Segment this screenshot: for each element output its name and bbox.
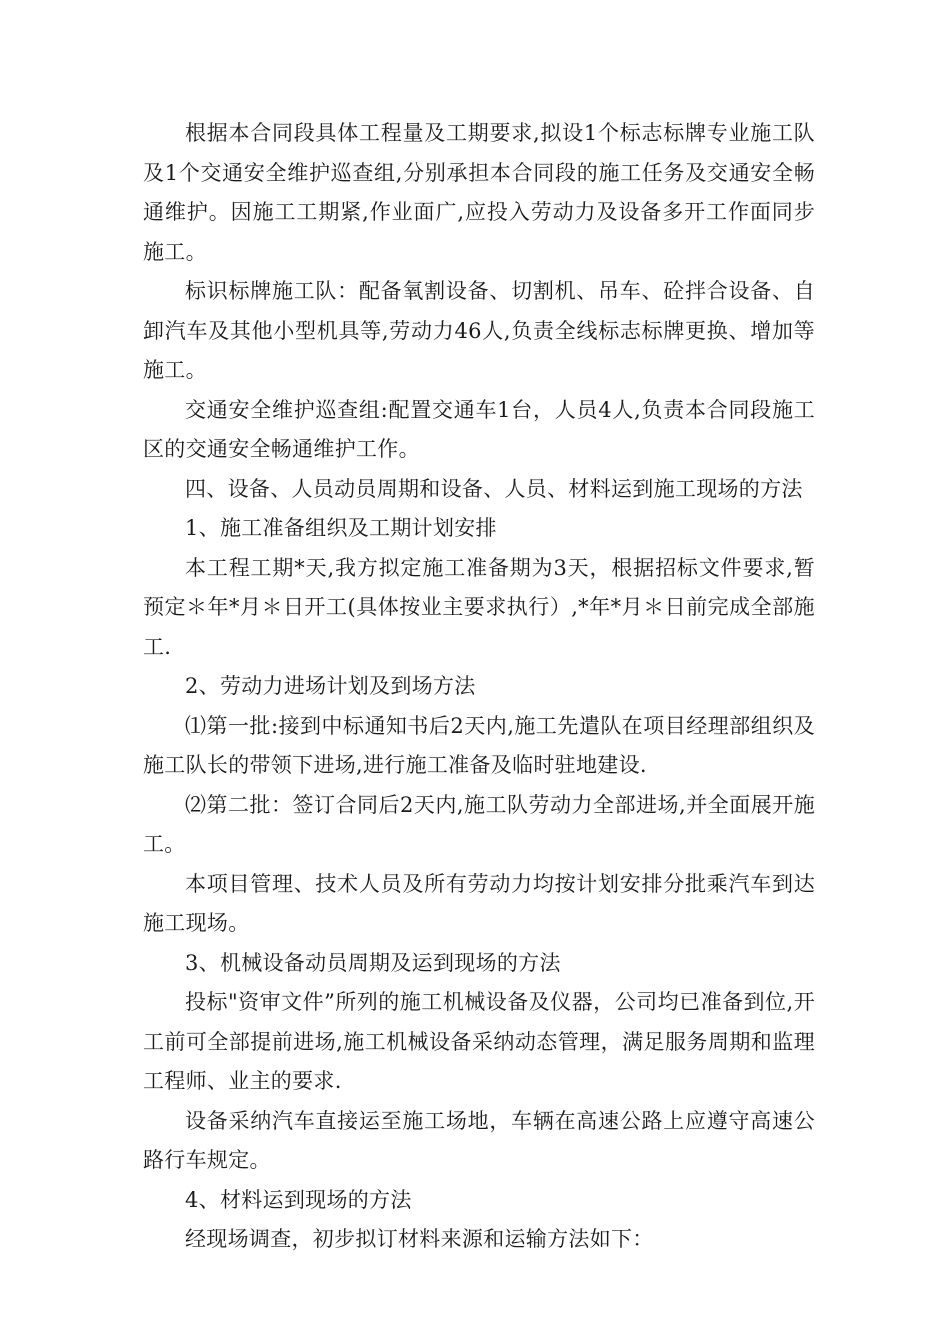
paragraph-equipment: 投标"资审文件”所列的施工机械设备及仪器，公司均已准备到位,开工前可全部提前进场,施工机械设备采纳动态管理，满足服务周期和监理工程师、业主的要求. [143, 990, 815, 1093]
paragraph-patrol-team: 交通安全维护巡查组:配置交通车1台，人员4人,负责本合同段施工区的交通安全畅通维护工作。 [143, 397, 815, 461]
paragraph-sign-team: 标识标牌施工队：配备氧割设备、切割机、吊车、砼拌合设备、自卸汽车及其他小型机具等,劳动力46人,负责全线标志标牌更换、增加等施工。 [143, 279, 815, 382]
subheading-1: 1、施工准备组织及工期计划安排 [185, 516, 497, 540]
subheading-2: 2、劳动力进场计划及到场方法 [185, 674, 476, 698]
section-heading-4: 四、设备、人员动员周期和设备、人员、材料运到施工现场的方法 [185, 476, 803, 501]
subheading-4: 4、材料运到现场的方法 [185, 1187, 412, 1212]
document-body [143, 114, 815, 1260]
paragraph-first-batch: ⑴第一批:接到中标通知书后2天内,施工先遣队在项目经理部组织及施工队长的带领下进场,进行施工准备及临时驻地建设. [143, 713, 815, 777]
subheading-3: 3、机械设备动员周期及运到现场的方法 [185, 950, 561, 975]
paragraph-staff-transport: 本项目管理、技术人员及所有劳动力均按计划安排分批乘汽车到达施工现场。 [143, 871, 815, 935]
paragraph-second-batch: ⑵第二批：签订合同后2天内,施工队劳动力全部进场,并全面展开施工。 [143, 792, 815, 856]
paragraph-materials: 经现场调查，初步拟订材料来源和运输方法如下： [185, 1227, 654, 1251]
paragraph-schedule: 本工程工期*天,我方拟定施工准备期为3天，根据招标文件要求,暂预定＊年*月＊日开工(具体按业主要求执行）,*年*月＊日前完成全部施工. [143, 555, 815, 659]
paragraph-vehicle-rules: 设备采纳汽车直接运至施工场地，车辆在高速公路上应遵守高速公路行车规定。 [143, 1108, 815, 1172]
paragraph-team-setup: 根据本合同段具体工程量及工期要求,拟设1个标志标牌专业施工队及1个交通安全维护巡查组,分别承担本合同段的施工任务及交通安全畅通维护。因施工工期紧,作业面广,应投入劳动力及设备多开工作面同步施工。 [143, 121, 815, 264]
